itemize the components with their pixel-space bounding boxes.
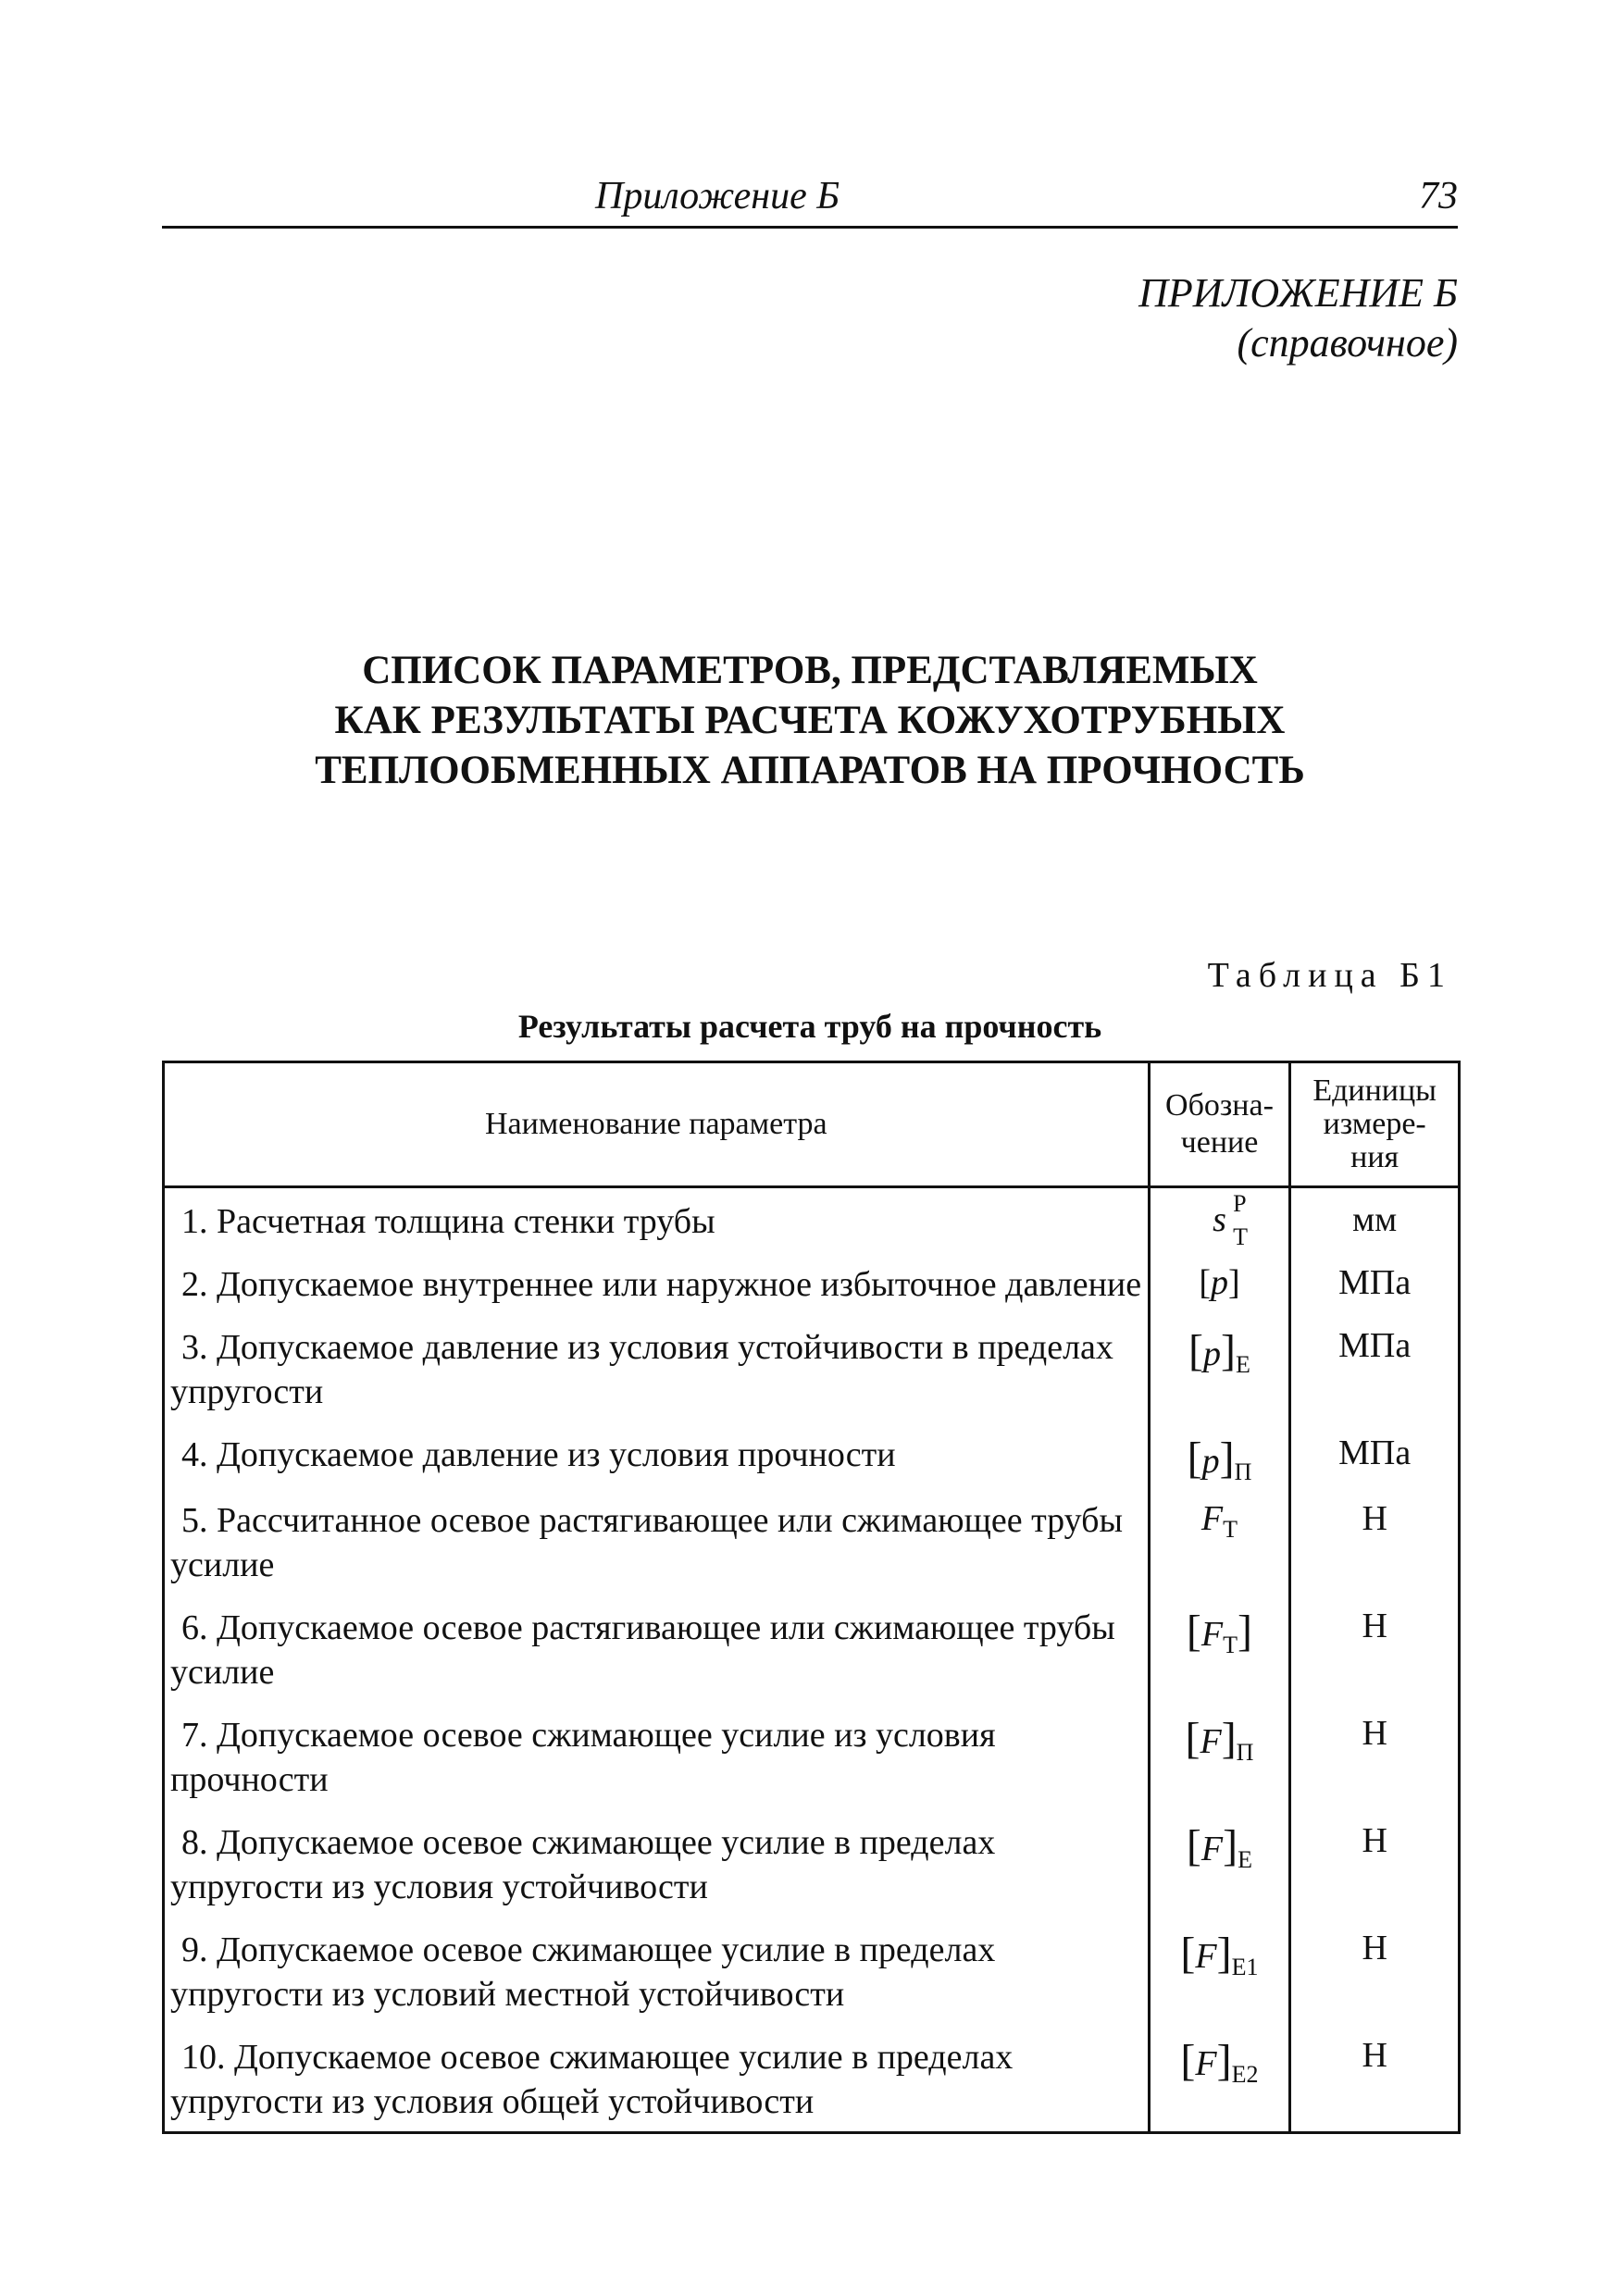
param-unit: Н bbox=[1290, 2024, 1460, 2133]
header-symbol-line-2: чение bbox=[1180, 1125, 1259, 1160]
title-line-1: СПИСОК ПАРАМЕТРОВ, ПРЕДСТАВЛЯЕМЫХ bbox=[362, 649, 1258, 692]
header-unit-line-3: ния bbox=[1350, 1140, 1399, 1174]
symbol-subscript: П bbox=[1234, 1458, 1252, 1485]
param-symbol: $[F]_П$ bbox=[1149, 1702, 1290, 1809]
param-name: 2. Допускаемое внутреннее или наружное избыточное давление bbox=[164, 1251, 1150, 1314]
symbol-subscript: П bbox=[1236, 1739, 1254, 1766]
param-unit: Н bbox=[1290, 1487, 1460, 1595]
symbol-base: p bbox=[1210, 1263, 1228, 1302]
table-caption: Результаты расчета труб на прочность bbox=[517, 1008, 1102, 1045]
param-unit: Н bbox=[1290, 1595, 1460, 1702]
table-row bbox=[164, 1595, 1460, 1702]
param-symbol: $[F]_{Е2}$ bbox=[1149, 2024, 1290, 2133]
table-row bbox=[164, 1314, 1460, 1421]
symbol-subscript: Е2 bbox=[1231, 2061, 1259, 2088]
param-unit: МПа bbox=[1290, 1251, 1460, 1314]
param-symbol: $[p]_П$ bbox=[1149, 1421, 1290, 1487]
symbol-subscript: Т bbox=[1223, 1516, 1238, 1543]
symbol-subscript: Т bbox=[1223, 1632, 1238, 1658]
table-row bbox=[164, 1487, 1460, 1595]
table-row bbox=[164, 1187, 1460, 1252]
table-label: Таблица Б1 bbox=[1207, 956, 1452, 995]
param-name: 1. Расчетная толщина стенки трубы bbox=[164, 1187, 1150, 1252]
symbol-base: F bbox=[1200, 1722, 1222, 1761]
symbol-subscript: Т bbox=[1233, 1223, 1248, 1250]
symbol-subscript: Е bbox=[1236, 1351, 1250, 1378]
symbol-base: F bbox=[1195, 1937, 1217, 1976]
table-row bbox=[164, 2024, 1460, 2133]
symbol-base: F bbox=[1200, 1830, 1224, 1868]
appendix-type: (справочное) bbox=[1237, 320, 1458, 366]
running-title: Приложение Б bbox=[594, 175, 840, 217]
symbol-base: F bbox=[1200, 1615, 1224, 1654]
param-symbol: $[p]_Е$ bbox=[1149, 1314, 1290, 1421]
param-name: 9. Допускаемое осевое сжимающее усилие в пределах упругости из условий местной устойчивости bbox=[164, 1917, 1150, 2024]
param-name: 5. Рассчитанное осевое растягивающее или сжимающее трубы усилие bbox=[164, 1487, 1150, 1595]
param-name: 10. Допускаемое осевое сжимающее усилие в пределах упругости из условия общей устойчивости bbox=[164, 2024, 1150, 2133]
title-line-3: ТЕПЛООБМЕННЫХ АППАРАТОВ НА ПРОЧНОСТЬ bbox=[315, 749, 1305, 792]
table-row bbox=[164, 1421, 1460, 1487]
table-header-row bbox=[164, 1062, 1460, 1187]
header-unit-line-2: измере- bbox=[1323, 1107, 1426, 1141]
param-name: 3. Допускаемое давление из условия устойчивости в пределах упругости bbox=[164, 1314, 1150, 1421]
header-unit-line-1: Единицы bbox=[1312, 1074, 1437, 1108]
param-symbol: $[F]_{Е1}$ bbox=[1149, 1917, 1290, 2024]
param-unit: МПа bbox=[1290, 1421, 1460, 1487]
parameters-table bbox=[162, 1061, 1461, 2134]
param-symbol: [p] bbox=[1149, 1251, 1290, 1314]
table-row bbox=[164, 1917, 1460, 2024]
header-name: Наименование параметра bbox=[164, 1062, 1150, 1187]
symbol-base: F bbox=[1200, 1499, 1224, 1538]
param-unit: Н bbox=[1290, 1702, 1460, 1809]
table-row bbox=[164, 1702, 1460, 1809]
appendix-label: ПРИЛОЖЕНИЕ Б bbox=[1138, 270, 1458, 316]
symbol-subscript: Е bbox=[1238, 1846, 1252, 1873]
param-symbol: $[F]_Е$ bbox=[1149, 1809, 1290, 1917]
page-number: 73 bbox=[1419, 175, 1458, 217]
table-row bbox=[164, 1809, 1460, 1917]
header-symbol-line-1: Обозна- bbox=[1165, 1088, 1274, 1123]
symbol-stack bbox=[1213, 1190, 1248, 1250]
symbol-base: p bbox=[1201, 1442, 1220, 1481]
param-symbol bbox=[1149, 1187, 1290, 1252]
param-symbol bbox=[1149, 1487, 1290, 1595]
symbol-subscript: Е1 bbox=[1231, 1954, 1259, 1980]
param-unit: МПа bbox=[1290, 1314, 1460, 1421]
symbol-base: F bbox=[1195, 2044, 1217, 2083]
param-name: 6. Допускаемое осевое растягивающее или сжимающее трубы усилие bbox=[164, 1595, 1150, 1702]
param-unit: Н bbox=[1290, 1809, 1460, 1917]
param-unit: Н bbox=[1290, 1917, 1460, 2024]
symbol-base: s bbox=[1213, 1200, 1226, 1239]
appendix-heading bbox=[1138, 268, 1458, 368]
param-name: 7. Допускаемое осевое сжимающее усилие из условия прочности bbox=[164, 1702, 1150, 1809]
param-name: 4. Допускаемое давление из условия прочности bbox=[164, 1421, 1150, 1487]
param-name: 8. Допускаемое осевое сжимающее усилие в пределах упругости из условия устойчивости bbox=[164, 1809, 1150, 1917]
document-title bbox=[162, 646, 1458, 796]
running-header bbox=[162, 168, 1458, 229]
param-symbol: $[F_Т]$ bbox=[1149, 1595, 1290, 1702]
header-symbol bbox=[1149, 1062, 1290, 1187]
header-unit bbox=[1290, 1062, 1460, 1187]
symbol-base: p bbox=[1203, 1334, 1222, 1373]
table-row bbox=[164, 1251, 1460, 1314]
title-line-2: КАК РЕЗУЛЬТАТЫ РАСЧЕТА КОЖУХОТРУБНЫХ bbox=[334, 699, 1286, 742]
param-unit: мм bbox=[1290, 1187, 1460, 1252]
symbol-superscript: Р bbox=[1233, 1190, 1247, 1217]
